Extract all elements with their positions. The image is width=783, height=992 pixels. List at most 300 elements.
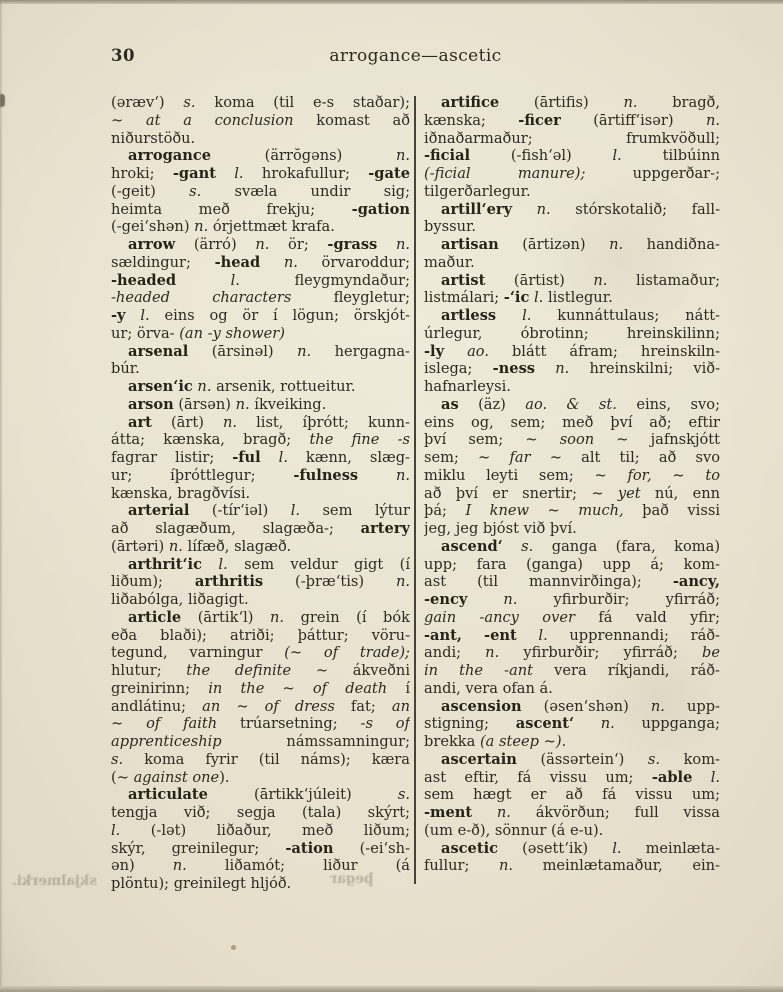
text-run: andlátinu; — [111, 697, 203, 715]
text-run: s. — [397, 786, 410, 804]
text-run: ascetic — [441, 839, 499, 857]
dictionary-line — [424, 449, 720, 467]
dictionary-line — [111, 520, 410, 538]
dictionary-line — [424, 698, 720, 716]
text-run: ~ against one — [116, 768, 220, 786]
dictionary-line — [424, 431, 720, 449]
text-run: -s of — [360, 715, 410, 733]
text-run: n. — [485, 644, 500, 662]
dictionary-line — [424, 467, 720, 485]
text-run: tengja við; segja (tala) skýrt; — [111, 804, 410, 821]
text-run: arthrit‘ic — [128, 555, 202, 573]
text-run: ascent‘ — [515, 715, 575, 733]
dictionary-line — [424, 254, 720, 272]
text-run: l. — [612, 839, 622, 857]
dictionary-line — [424, 396, 720, 414]
text-run: arson — [128, 395, 174, 413]
text-run: ganga (fara, koma) — [533, 537, 720, 555]
text-run: ~ of faith — [111, 715, 218, 733]
dictionary-line — [424, 272, 720, 290]
text-run: l. — [278, 449, 288, 466]
text-run: artless — [441, 307, 497, 324]
dictionary-line — [111, 591, 410, 609]
text-run: l. — [111, 821, 121, 839]
text-run: upp- — [664, 697, 720, 715]
text-run: (~ of trade); — [284, 644, 410, 662]
text-run: vera ríkjandi, ráð- — [533, 662, 720, 679]
text-run: n. — [555, 360, 570, 378]
dictionary-line — [111, 378, 410, 396]
dictionary-line — [111, 644, 410, 662]
dictionary-line — [111, 538, 410, 556]
dictionary-line — [111, 822, 410, 840]
text-run: the definite ~ — [186, 662, 329, 679]
dictionary-line — [424, 218, 720, 236]
text-run: koma (til e-s staðar); — [195, 94, 410, 111]
text-run: byssur. — [424, 218, 476, 236]
dictionary-line — [424, 733, 720, 751]
dictionary-line — [111, 698, 410, 716]
dictionary-line — [424, 307, 720, 325]
dictionary-line — [424, 751, 720, 769]
text-run: eins og ör í lögun; örskjót- — [149, 307, 410, 324]
text-run: n. — [496, 804, 511, 821]
left-column — [111, 94, 410, 893]
text-run: n. — [498, 857, 514, 875]
dictionary-line — [111, 396, 410, 414]
text-run: uppgerðar-; — [585, 165, 720, 182]
text-run: ast (til mannvirðinga); — [424, 573, 673, 591]
text-run: (ārtiff‘isər) — [560, 111, 706, 129]
text-run: s. — [111, 750, 124, 768]
dictionary-line — [424, 804, 720, 822]
text-run: kænska; — [424, 111, 519, 129]
dictionary-line — [111, 485, 410, 503]
dictionary-line — [424, 485, 720, 503]
text-run: hlutur; — [111, 662, 187, 679]
text-run: handiðna- — [623, 236, 720, 253]
running-head — [111, 46, 720, 68]
text-run: -headed characters — [111, 289, 292, 307]
dictionary-line — [111, 840, 410, 858]
text-run: ( — [111, 768, 117, 786]
text-run: arthritis — [194, 573, 264, 591]
text-run: (an -y shower) — [179, 324, 285, 342]
text-run: n. — [600, 715, 615, 733]
dictionary-line — [111, 431, 410, 449]
text-run — [503, 538, 521, 555]
text-run: -able — [651, 768, 693, 786]
text-run: (əsen‘shən) — [521, 697, 651, 715]
text-run: íkveiking. — [249, 395, 327, 413]
dictionary-line — [424, 857, 720, 875]
text-run: að því er snertir; ~ — [424, 484, 618, 502]
dictionary-line — [424, 201, 720, 219]
text-run: be — [702, 644, 720, 662]
text-run: -y — [111, 307, 126, 324]
text-run: uppganga; — [614, 715, 720, 733]
text-run: l. — [612, 147, 622, 165]
text-run: órjettmæt krafa. — [208, 218, 335, 236]
text-run: (ässərtein‘) — [516, 750, 648, 768]
text-run: skýr, greinilegur; — [111, 839, 286, 857]
text-run: article — [128, 608, 182, 626]
text-run: to — [705, 466, 720, 484]
text-run: n. — [705, 111, 720, 129]
text-run: (ārtizən) — [498, 236, 610, 253]
text-run: sældingur; — [111, 253, 215, 271]
text-run: eins, svo; — [616, 395, 720, 413]
text-run — [377, 236, 396, 253]
text-run: fá vald yfir; — [574, 608, 720, 626]
text-run: s. — [521, 537, 534, 555]
dictionary-line — [424, 183, 720, 201]
text-run: (-fish‘əl) — [470, 147, 613, 165]
text-run: (-þræ‘tis) — [263, 573, 396, 591]
text-run: (ārtəri) — [111, 537, 169, 555]
text-run: n. — [395, 147, 410, 165]
text-run: nú, enn — [640, 484, 720, 502]
text-run: hergagna- — [311, 342, 410, 360]
text-run: -ment — [424, 804, 473, 821]
text-run: -fulness — [293, 466, 359, 484]
text-run: n. — [395, 466, 410, 484]
text-run: n. — [395, 236, 410, 253]
text-run: soon — [559, 431, 595, 449]
text-run: in the ~ of death — [208, 679, 388, 697]
text-run: (ärró) — [175, 236, 256, 253]
text-run: hrokafullur; — [243, 165, 369, 182]
dictionary-line — [111, 769, 410, 787]
dictionary-line — [111, 360, 410, 378]
text-run: an ~ of dress — [202, 697, 335, 715]
text-run: much, — [578, 502, 624, 520]
text-run: ). — [219, 768, 230, 786]
text-run: úrlegur, óbrotinn; hreinskilinn; — [424, 324, 720, 342]
text-run: -grass — [327, 236, 378, 253]
text-run: n. — [609, 236, 624, 253]
text-run: l. — [538, 626, 548, 644]
dictionary-line — [111, 786, 410, 804]
text-run: búr. — [111, 360, 140, 378]
text-run: listmálari; — [424, 289, 504, 307]
text-run: meinlæta- — [621, 839, 720, 857]
text-run: l. — [140, 307, 150, 324]
text-run: for, — [627, 466, 652, 484]
text-run: bragð, — [637, 94, 720, 111]
text-run: átta; kænska, bragð; — [111, 431, 310, 449]
text-run: að slagæðum, slagæða-; — [111, 520, 361, 537]
text-run: brekka — [424, 733, 480, 750]
dictionary-line — [424, 538, 720, 556]
dictionary-line — [111, 556, 410, 574]
text-run: (ārt) — [151, 413, 223, 431]
text-run: fleygletur; — [291, 289, 410, 307]
text-run: an — [391, 697, 410, 715]
text-run: greinirinn; — [111, 679, 209, 697]
text-run: stigning; — [424, 715, 516, 733]
text-run: (-ficial manure); — [424, 165, 586, 182]
text-run: andi; — [424, 644, 486, 662]
text-run: fagrar listir; — [111, 449, 233, 466]
text-run: koma fyrir (til náms); kæra — [123, 750, 410, 768]
dictionary-line — [424, 343, 720, 361]
text-run: komast að — [293, 111, 410, 129]
text-run: ~ alt til; að svo — [530, 449, 720, 466]
dictionary-line — [424, 289, 720, 307]
dictionary-line — [424, 94, 720, 112]
text-run: (ārsinəl) — [188, 342, 298, 360]
text-run: s. — [647, 750, 661, 768]
text-run: gain -ancy over — [424, 608, 575, 626]
text-run: yfirburðir; yfirráð; — [499, 644, 703, 662]
dictionary-line — [424, 378, 720, 396]
dictionary-line — [111, 325, 410, 343]
text-run: eða blaði); atriði; þáttur; vöru- — [111, 626, 410, 644]
text-run: l. — [218, 555, 228, 573]
text-run: s. — [189, 182, 202, 200]
scan-edge-top — [0, 0, 783, 4]
text-run: lífæð, slagæð. — [182, 537, 292, 555]
text-run: (-lət) liðaður, með liðum; — [120, 821, 410, 839]
text-run: eins og, sem; með því að; eftir — [424, 413, 720, 431]
dictionary-line — [111, 165, 410, 183]
dictionary-line — [111, 662, 410, 680]
text-run: (ārtik‘l) — [181, 608, 270, 626]
text-run — [216, 165, 234, 182]
text-run — [444, 343, 467, 360]
dictionary-line — [111, 680, 410, 698]
text-run: arrogance — [128, 147, 212, 165]
text-run: ao. & st. — [525, 395, 617, 413]
dictionary-line — [111, 343, 410, 361]
dictionary-line — [111, 804, 410, 822]
text-run: artery — [360, 520, 410, 537]
text-run: artifice — [441, 94, 500, 111]
text-run: (-tír‘iəl) — [189, 502, 291, 520]
text-run: n. — [395, 573, 410, 591]
dictionary-line — [111, 236, 410, 254]
text-run: (ārtikk‘júleit) — [207, 786, 398, 804]
text-run: n. — [623, 94, 638, 111]
dictionary-line — [424, 786, 720, 804]
dictionary-line — [111, 715, 410, 733]
text-run: trúarsetning; — [217, 715, 361, 733]
text-run: ur; örva- — [111, 324, 180, 342]
text-run: articulate — [128, 786, 208, 804]
text-run: (-ei‘sh- — [333, 839, 410, 857]
dictionary-line — [424, 591, 720, 609]
dictionary-line — [424, 715, 720, 733]
right-column — [424, 94, 720, 875]
dictionary-line — [111, 609, 410, 627]
text-run: námssamningur; — [221, 733, 410, 750]
text-run: kænn, slæg- — [287, 449, 410, 466]
text-run: n. — [503, 591, 518, 608]
text-run: I knew — [465, 502, 530, 520]
text-run: ao. — [467, 342, 489, 360]
dictionary-line — [424, 680, 720, 698]
text-run: artill‘ery — [441, 200, 513, 218]
text-run: svæla undir sig; — [201, 182, 410, 200]
text-run: tegund, varningur — [111, 644, 285, 662]
dictionary-line — [111, 112, 410, 130]
text-run: iðnaðarmaður; frumkvöðull; — [424, 129, 720, 147]
dictionary-line — [111, 254, 410, 272]
text-run: fleygmyndaður; — [239, 271, 410, 289]
text-run: n. — [269, 608, 285, 626]
text-run: (ārtist) — [485, 271, 594, 289]
text-run: n. — [297, 342, 312, 360]
text-run: ~ — [651, 466, 706, 484]
dictionary-line — [111, 502, 410, 520]
text-run: -gate — [368, 165, 410, 182]
text-run: yfirburðir; yfirráð; — [517, 591, 720, 608]
text-run: hreinskilni; við- — [569, 360, 720, 378]
text-run: upp; fara (ganga) upp á; kom- — [424, 555, 720, 573]
text-run: ákveðni — [328, 662, 410, 679]
text-run: miklu leyti sem; ~ — [424, 466, 628, 484]
text-run: n. — [235, 395, 250, 413]
dictionary-line — [424, 147, 720, 165]
text-run: -ancy, — [672, 573, 720, 591]
dictionary-line — [111, 751, 410, 769]
dictionary-line — [111, 289, 410, 307]
text-run: n. — [283, 253, 298, 271]
text-run — [472, 804, 497, 821]
text-run: ~ — [529, 502, 579, 520]
text-run: ur; íþróttlegur; — [111, 466, 294, 484]
text-run — [176, 272, 231, 289]
text-run: meinlætamaður, ein- — [513, 857, 720, 875]
text-run: l. — [290, 502, 301, 520]
dictionary-line — [111, 733, 410, 751]
text-run: l. — [710, 768, 720, 786]
text-run: -ful — [232, 449, 261, 466]
dictionary-line — [424, 502, 720, 520]
text-run: listamaður; — [607, 271, 720, 289]
dictionary-line — [424, 520, 720, 538]
text-run: art — [128, 413, 152, 431]
text-run: -gant — [172, 165, 216, 182]
text-run: hroki; — [111, 165, 173, 182]
dictionary-line — [424, 556, 720, 574]
text-run: (-geit) — [111, 182, 190, 200]
text-run — [358, 467, 396, 484]
dictionary-line — [111, 449, 410, 467]
text-run: sem; ~ — [424, 449, 510, 466]
dictionary-line — [424, 360, 720, 378]
text-run: upprennandi; ráð- — [547, 626, 720, 644]
text-run — [261, 449, 279, 466]
text-run — [692, 769, 710, 786]
text-run: ascension — [441, 697, 522, 715]
text-run: ascertain — [441, 750, 517, 768]
text-run: n. — [194, 218, 209, 236]
text-run — [512, 201, 537, 218]
text-run: arterial — [128, 502, 190, 520]
page-number: 30 — [111, 46, 135, 65]
text-run: fullur; — [424, 857, 499, 875]
text-run: (a steep ~). — [479, 733, 567, 750]
text-run — [467, 591, 503, 608]
text-run: sem lýtur — [300, 502, 410, 520]
text-run: -ation — [285, 839, 334, 857]
dictionary-line — [111, 573, 410, 591]
text-run: heimta með frekju; — [111, 200, 352, 218]
text-run: listlegur. — [543, 289, 613, 307]
text-run: n. — [593, 271, 608, 289]
dictionary-line — [424, 662, 720, 680]
text-run: blátt áfram; hreinskiln- — [488, 342, 720, 360]
dictionary-line — [111, 218, 410, 236]
dictionary-line — [111, 201, 410, 219]
text-run — [517, 627, 539, 644]
text-run — [202, 556, 218, 573]
text-run: (ārtifis) — [499, 94, 624, 111]
text-run: fat; — [334, 697, 392, 715]
paper-speck — [0, 94, 5, 107]
text-run: (ārsən) — [173, 395, 236, 413]
dictionary-line — [424, 236, 720, 254]
text-run: in the -ant — [424, 662, 534, 679]
dictionary-line — [424, 769, 720, 787]
dictionary-line — [424, 414, 720, 432]
dictionary-line — [111, 627, 410, 645]
text-run: (əræv‘) — [111, 94, 184, 111]
bleedthrough-text: skjalmerki. — [12, 873, 97, 889]
text-run: -ficer — [518, 111, 561, 129]
dictionary-line — [424, 112, 720, 130]
text-run: yet — [617, 484, 641, 502]
text-run — [496, 307, 522, 324]
text-run: -head — [214, 253, 261, 271]
dictionary-line — [424, 644, 720, 662]
dictionary-line — [111, 307, 410, 325]
text-run — [574, 715, 601, 732]
dictionary-line — [111, 467, 410, 485]
text-run: ákvörðun; full vissa — [510, 804, 720, 821]
text-run: as — [441, 395, 459, 413]
text-run: l. — [522, 307, 532, 324]
text-run: l. — [230, 271, 240, 289]
bleedthrough-text: þegar — [330, 871, 374, 887]
text-run: -ficial — [424, 147, 471, 165]
text-run: liðamót; liður (á — [186, 857, 410, 875]
dictionary-line — [424, 573, 720, 591]
text-run: l. — [534, 289, 544, 307]
dictionary-line — [111, 183, 410, 201]
dictionary-line — [424, 609, 720, 627]
text-run: n. — [650, 697, 665, 715]
column-divider-rule — [414, 96, 416, 884]
text-run: arsen‘ic — [128, 378, 193, 395]
paper-speck — [231, 945, 236, 950]
text-run: kænska, bragðvísi. — [111, 484, 251, 502]
text-run: kom- — [660, 750, 720, 768]
text-run: n. — [172, 857, 187, 875]
text-run: -ency — [424, 591, 468, 608]
text-run: andi, vera ofan á. — [424, 679, 553, 697]
text-run: jeg, jeg bjóst við því. — [424, 520, 577, 537]
text-run: n. — [255, 236, 270, 253]
text-run: -‘ic — [503, 289, 530, 307]
text-run: sem veldur gigt (í — [227, 555, 410, 573]
text-run: ast eftir, fá vissu um; — [424, 768, 652, 786]
dictionary-line — [111, 147, 410, 165]
text-run: arsenal — [128, 342, 189, 360]
text-run: tilbúinn — [621, 147, 720, 165]
